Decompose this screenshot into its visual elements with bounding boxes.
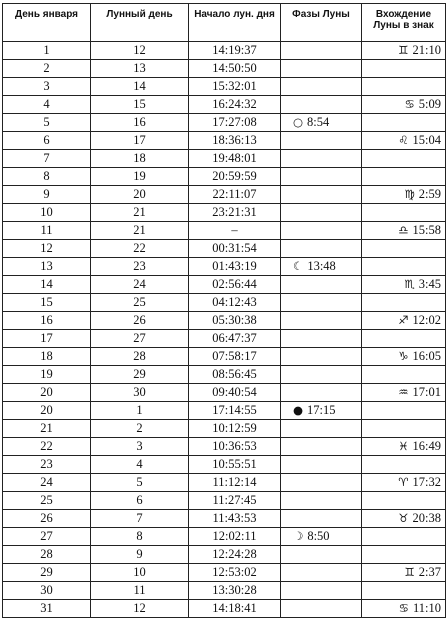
zodiac-sign-icon: ♑ [398, 349, 409, 363]
lunar-day-cell: 26 [91, 312, 189, 330]
table-row [3, 150, 446, 168]
start-time-cell: 00:31:54 [189, 240, 281, 258]
moon-phase-cell [281, 564, 362, 582]
table-row [3, 366, 446, 384]
table-row [3, 96, 446, 114]
lunar-day-cell: 12 [91, 42, 189, 60]
lunar-day-cell: 1 [91, 402, 189, 420]
day-cell: 7 [3, 150, 91, 168]
day-cell: 11 [3, 222, 91, 240]
start-time-cell: 17:27:08 [189, 114, 281, 132]
lunar-day-cell: 15 [91, 96, 189, 114]
zodiac-entry-cell [362, 510, 446, 528]
zodiac-entry-time: 21:10 [412, 43, 441, 57]
table-row [3, 294, 446, 312]
table-row [3, 600, 446, 618]
start-time-cell: 14:50:50 [189, 60, 281, 78]
lunar-day-cell: 21 [91, 222, 189, 240]
zodiac-entry-cell [362, 186, 446, 204]
day-cell: 23 [3, 456, 91, 474]
moon-phase-cell [281, 276, 362, 294]
moon-phase-cell [281, 60, 362, 78]
zodiac-entry-cell [362, 78, 446, 96]
zodiac-entry-cell [362, 582, 446, 600]
lunar-day-cell: 25 [91, 294, 189, 312]
zodiac-entry-time: 15:04 [412, 133, 441, 147]
moon-phase-cell [281, 294, 362, 312]
moon-phase-cell [281, 438, 362, 456]
table-row [3, 438, 446, 456]
start-time-cell: 16:24:32 [189, 96, 281, 114]
lunar-day-cell: 2 [91, 420, 189, 438]
day-cell: 15 [3, 294, 91, 312]
zodiac-entry-cell [362, 402, 446, 420]
moon-phase-cell [281, 384, 362, 402]
zodiac-sign-icon: ♉ [398, 511, 409, 525]
zodiac-entry-time: 3:45 [418, 277, 441, 291]
lunar-day-cell: 10 [91, 564, 189, 582]
lunar-day-cell: 4 [91, 456, 189, 474]
header-row [3, 4, 446, 42]
table-row [3, 528, 446, 546]
start-time-cell: 17:14:55 [189, 402, 281, 420]
lunar-day-cell: 22 [91, 240, 189, 258]
start-time-cell: 02:56:44 [189, 276, 281, 294]
table-row [3, 564, 446, 582]
day-cell: 20 [3, 384, 91, 402]
zodiac-entry-time: 16:05 [412, 349, 441, 363]
header-lunar-day: Лунный день [91, 4, 189, 42]
table-row [3, 222, 446, 240]
moon-phase-cell [281, 222, 362, 240]
moon-phase-cell [281, 78, 362, 96]
day-cell: 21 [3, 420, 91, 438]
header-start: Начало лун. дня [189, 4, 281, 42]
moon-phase-icon: ● [293, 403, 304, 417]
moon-phase-cell [281, 132, 362, 150]
day-cell: 14 [3, 276, 91, 294]
moon-phase-cell [281, 258, 362, 276]
day-cell: 8 [3, 168, 91, 186]
start-time-cell: 05:30:38 [189, 312, 281, 330]
moon-phase-cell [281, 474, 362, 492]
day-cell: 24 [3, 474, 91, 492]
zodiac-entry-cell [362, 96, 446, 114]
zodiac-entry-cell [362, 114, 446, 132]
zodiac-sign-icon: ♋ [398, 601, 409, 615]
zodiac-entry-cell [362, 168, 446, 186]
moon-phase-cell [281, 204, 362, 222]
lunar-day-cell: 8 [91, 528, 189, 546]
table-row [3, 204, 446, 222]
moon-phase-time: 13:48 [307, 259, 336, 273]
lunar-day-cell: 19 [91, 168, 189, 186]
moon-phase-icon: ☾ [293, 259, 304, 273]
day-cell: 10 [3, 204, 91, 222]
day-cell: 18 [3, 348, 91, 366]
moon-phase-cell [281, 240, 362, 258]
zodiac-entry-cell [362, 294, 446, 312]
zodiac-entry-cell [362, 132, 446, 150]
moon-phase-cell [281, 492, 362, 510]
zodiac-entry-time: 11:10 [412, 601, 441, 615]
day-cell: 30 [3, 582, 91, 600]
lunar-day-cell: 3 [91, 438, 189, 456]
zodiac-entry-cell [362, 420, 446, 438]
zodiac-sign-icon: ♒ [398, 385, 409, 399]
day-cell: 6 [3, 132, 91, 150]
start-time-cell: 14:18:41 [189, 600, 281, 618]
start-time-cell: 04:12:43 [189, 294, 281, 312]
start-time-cell: – [189, 222, 281, 240]
start-time-cell: 12:02:11 [189, 528, 281, 546]
zodiac-entry-cell [362, 330, 446, 348]
day-cell: 22 [3, 438, 91, 456]
start-time-cell: 09:40:54 [189, 384, 281, 402]
start-time-cell: 19:48:01 [189, 150, 281, 168]
header-day: День января [3, 4, 91, 42]
table-row [3, 384, 446, 402]
moon-phase-cell [281, 312, 362, 330]
moon-phase-time: 8:54 [307, 115, 330, 129]
zodiac-entry-cell [362, 240, 446, 258]
lunar-day-cell: 16 [91, 114, 189, 132]
day-cell: 25 [3, 492, 91, 510]
day-cell: 31 [3, 600, 91, 618]
table-row [3, 546, 446, 564]
zodiac-entry-time: 2:37 [418, 565, 441, 579]
zodiac-entry-cell [362, 312, 446, 330]
day-cell: 20 [3, 402, 91, 420]
day-cell: 9 [3, 186, 91, 204]
lunar-day-cell: 9 [91, 546, 189, 564]
zodiac-entry-time: 20:38 [412, 511, 441, 525]
lunar-day-cell: 28 [91, 348, 189, 366]
table-row [3, 168, 446, 186]
lunar-day-cell: 30 [91, 384, 189, 402]
day-cell: 26 [3, 510, 91, 528]
zodiac-entry-cell [362, 222, 446, 240]
zodiac-entry-cell [362, 204, 446, 222]
moon-phase-icon: ○ [293, 115, 304, 129]
table-row [3, 348, 446, 366]
lunar-day-cell: 21 [91, 204, 189, 222]
moon-phase-cell [281, 96, 362, 114]
moon-phase-cell [281, 366, 362, 384]
table-row [3, 42, 446, 60]
header-phase: Фазы Луны [281, 4, 362, 42]
table-row [3, 114, 446, 132]
zodiac-sign-icon: ♊ [404, 565, 415, 579]
table-row [3, 420, 446, 438]
zodiac-entry-cell [362, 546, 446, 564]
zodiac-sign-icon: ♏ [404, 277, 415, 291]
start-time-cell: 20:59:59 [189, 168, 281, 186]
zodiac-sign-icon: ♍ [404, 187, 415, 201]
moon-phase-cell [281, 150, 362, 168]
moon-phase-cell [281, 528, 362, 546]
start-time-cell: 18:36:13 [189, 132, 281, 150]
start-time-cell: 10:12:59 [189, 420, 281, 438]
lunar-day-cell: 5 [91, 474, 189, 492]
table-row [3, 312, 446, 330]
day-cell: 13 [3, 258, 91, 276]
table-row [3, 402, 446, 420]
lunar-day-cell: 6 [91, 492, 189, 510]
zodiac-entry-cell [362, 276, 446, 294]
moon-phase-time: 17:15 [307, 403, 336, 417]
start-time-cell: 22:11:07 [189, 186, 281, 204]
moon-phase-cell [281, 330, 362, 348]
start-time-cell: 11:12:14 [189, 474, 281, 492]
lunar-day-cell: 7 [91, 510, 189, 528]
lunar-day-cell: 23 [91, 258, 189, 276]
start-time-cell: 15:32:01 [189, 78, 281, 96]
day-cell: 4 [3, 96, 91, 114]
start-time-cell: 06:47:37 [189, 330, 281, 348]
day-cell: 5 [3, 114, 91, 132]
zodiac-entry-cell [362, 492, 446, 510]
zodiac-entry-time: 12:02 [412, 313, 441, 327]
table-row [3, 474, 446, 492]
zodiac-entry-cell [362, 348, 446, 366]
zodiac-entry-time: 16:49 [412, 439, 441, 453]
zodiac-entry-cell [362, 600, 446, 618]
lunar-day-cell: 11 [91, 582, 189, 600]
lunar-day-cell: 18 [91, 150, 189, 168]
zodiac-sign-icon: ♎ [398, 223, 409, 237]
lunar-day-cell: 27 [91, 330, 189, 348]
moon-phase-cell [281, 582, 362, 600]
start-time-cell: 01:43:19 [189, 258, 281, 276]
zodiac-sign-icon: ♌ [398, 133, 409, 147]
start-time-cell: 11:43:53 [189, 510, 281, 528]
table-row [3, 78, 446, 96]
start-time-cell: 10:36:53 [189, 438, 281, 456]
day-cell: 28 [3, 546, 91, 564]
table-row [3, 492, 446, 510]
table-row [3, 330, 446, 348]
day-cell: 2 [3, 60, 91, 78]
start-time-cell: 07:58:17 [189, 348, 281, 366]
zodiac-entry-cell [362, 384, 446, 402]
zodiac-entry-cell [362, 528, 446, 546]
table-row [3, 132, 446, 150]
zodiac-entry-cell [362, 456, 446, 474]
moon-phase-cell [281, 42, 362, 60]
table-row [3, 510, 446, 528]
day-cell: 3 [3, 78, 91, 96]
start-time-cell: 08:56:45 [189, 366, 281, 384]
zodiac-entry-cell [362, 258, 446, 276]
start-time-cell: 11:27:45 [189, 492, 281, 510]
zodiac-entry-time: 17:01 [412, 385, 441, 399]
zodiac-entry-time: 15:58 [412, 223, 441, 237]
lunar-calendar-table [2, 3, 446, 618]
moon-phase-time: 8:50 [307, 529, 330, 543]
lunar-day-cell: 17 [91, 132, 189, 150]
table-row [3, 258, 446, 276]
table-row [3, 60, 446, 78]
day-cell: 16 [3, 312, 91, 330]
lunar-day-cell: 24 [91, 276, 189, 294]
zodiac-entry-cell [362, 60, 446, 78]
day-cell: 17 [3, 330, 91, 348]
table-row [3, 276, 446, 294]
start-time-cell: 13:30:28 [189, 582, 281, 600]
moon-phase-icon: ☽ [293, 529, 304, 543]
start-time-cell: 12:53:02 [189, 564, 281, 582]
moon-phase-cell [281, 420, 362, 438]
zodiac-entry-cell [362, 474, 446, 492]
moon-phase-cell [281, 600, 362, 618]
moon-phase-cell [281, 456, 362, 474]
zodiac-sign-icon: ♐ [398, 313, 409, 327]
zodiac-sign-icon: ♈ [398, 475, 409, 489]
day-cell: 12 [3, 240, 91, 258]
moon-phase-cell [281, 402, 362, 420]
lunar-day-cell: 12 [91, 600, 189, 618]
moon-phase-cell [281, 186, 362, 204]
zodiac-entry-time: 5:09 [418, 97, 441, 111]
start-time-cell: 10:55:51 [189, 456, 281, 474]
moon-phase-cell [281, 168, 362, 186]
day-cell: 27 [3, 528, 91, 546]
lunar-day-cell: 13 [91, 60, 189, 78]
moon-phase-cell [281, 348, 362, 366]
zodiac-sign-icon: ♓ [398, 439, 409, 453]
start-time-cell: 23:21:31 [189, 204, 281, 222]
zodiac-entry-time: 17:32 [412, 475, 441, 489]
moon-phase-cell [281, 546, 362, 564]
day-cell: 29 [3, 564, 91, 582]
table-row [3, 582, 446, 600]
table-row [3, 456, 446, 474]
zodiac-sign-icon: ♊ [398, 43, 409, 57]
zodiac-entry-cell [362, 42, 446, 60]
zodiac-entry-time: 2:59 [418, 187, 441, 201]
zodiac-sign-icon: ♋ [404, 97, 415, 111]
header-sign: Вхождение Луны в знак [362, 4, 446, 42]
zodiac-entry-cell [362, 366, 446, 384]
day-cell: 19 [3, 366, 91, 384]
start-time-cell: 14:19:37 [189, 42, 281, 60]
start-time-cell: 12:24:28 [189, 546, 281, 564]
zodiac-entry-cell [362, 438, 446, 456]
zodiac-entry-cell [362, 564, 446, 582]
lunar-day-cell: 29 [91, 366, 189, 384]
day-cell: 1 [3, 42, 91, 60]
lunar-day-cell: 14 [91, 78, 189, 96]
lunar-day-cell: 20 [91, 186, 189, 204]
table-row [3, 240, 446, 258]
zodiac-entry-cell [362, 150, 446, 168]
table-row [3, 186, 446, 204]
moon-phase-cell [281, 114, 362, 132]
moon-phase-cell [281, 510, 362, 528]
